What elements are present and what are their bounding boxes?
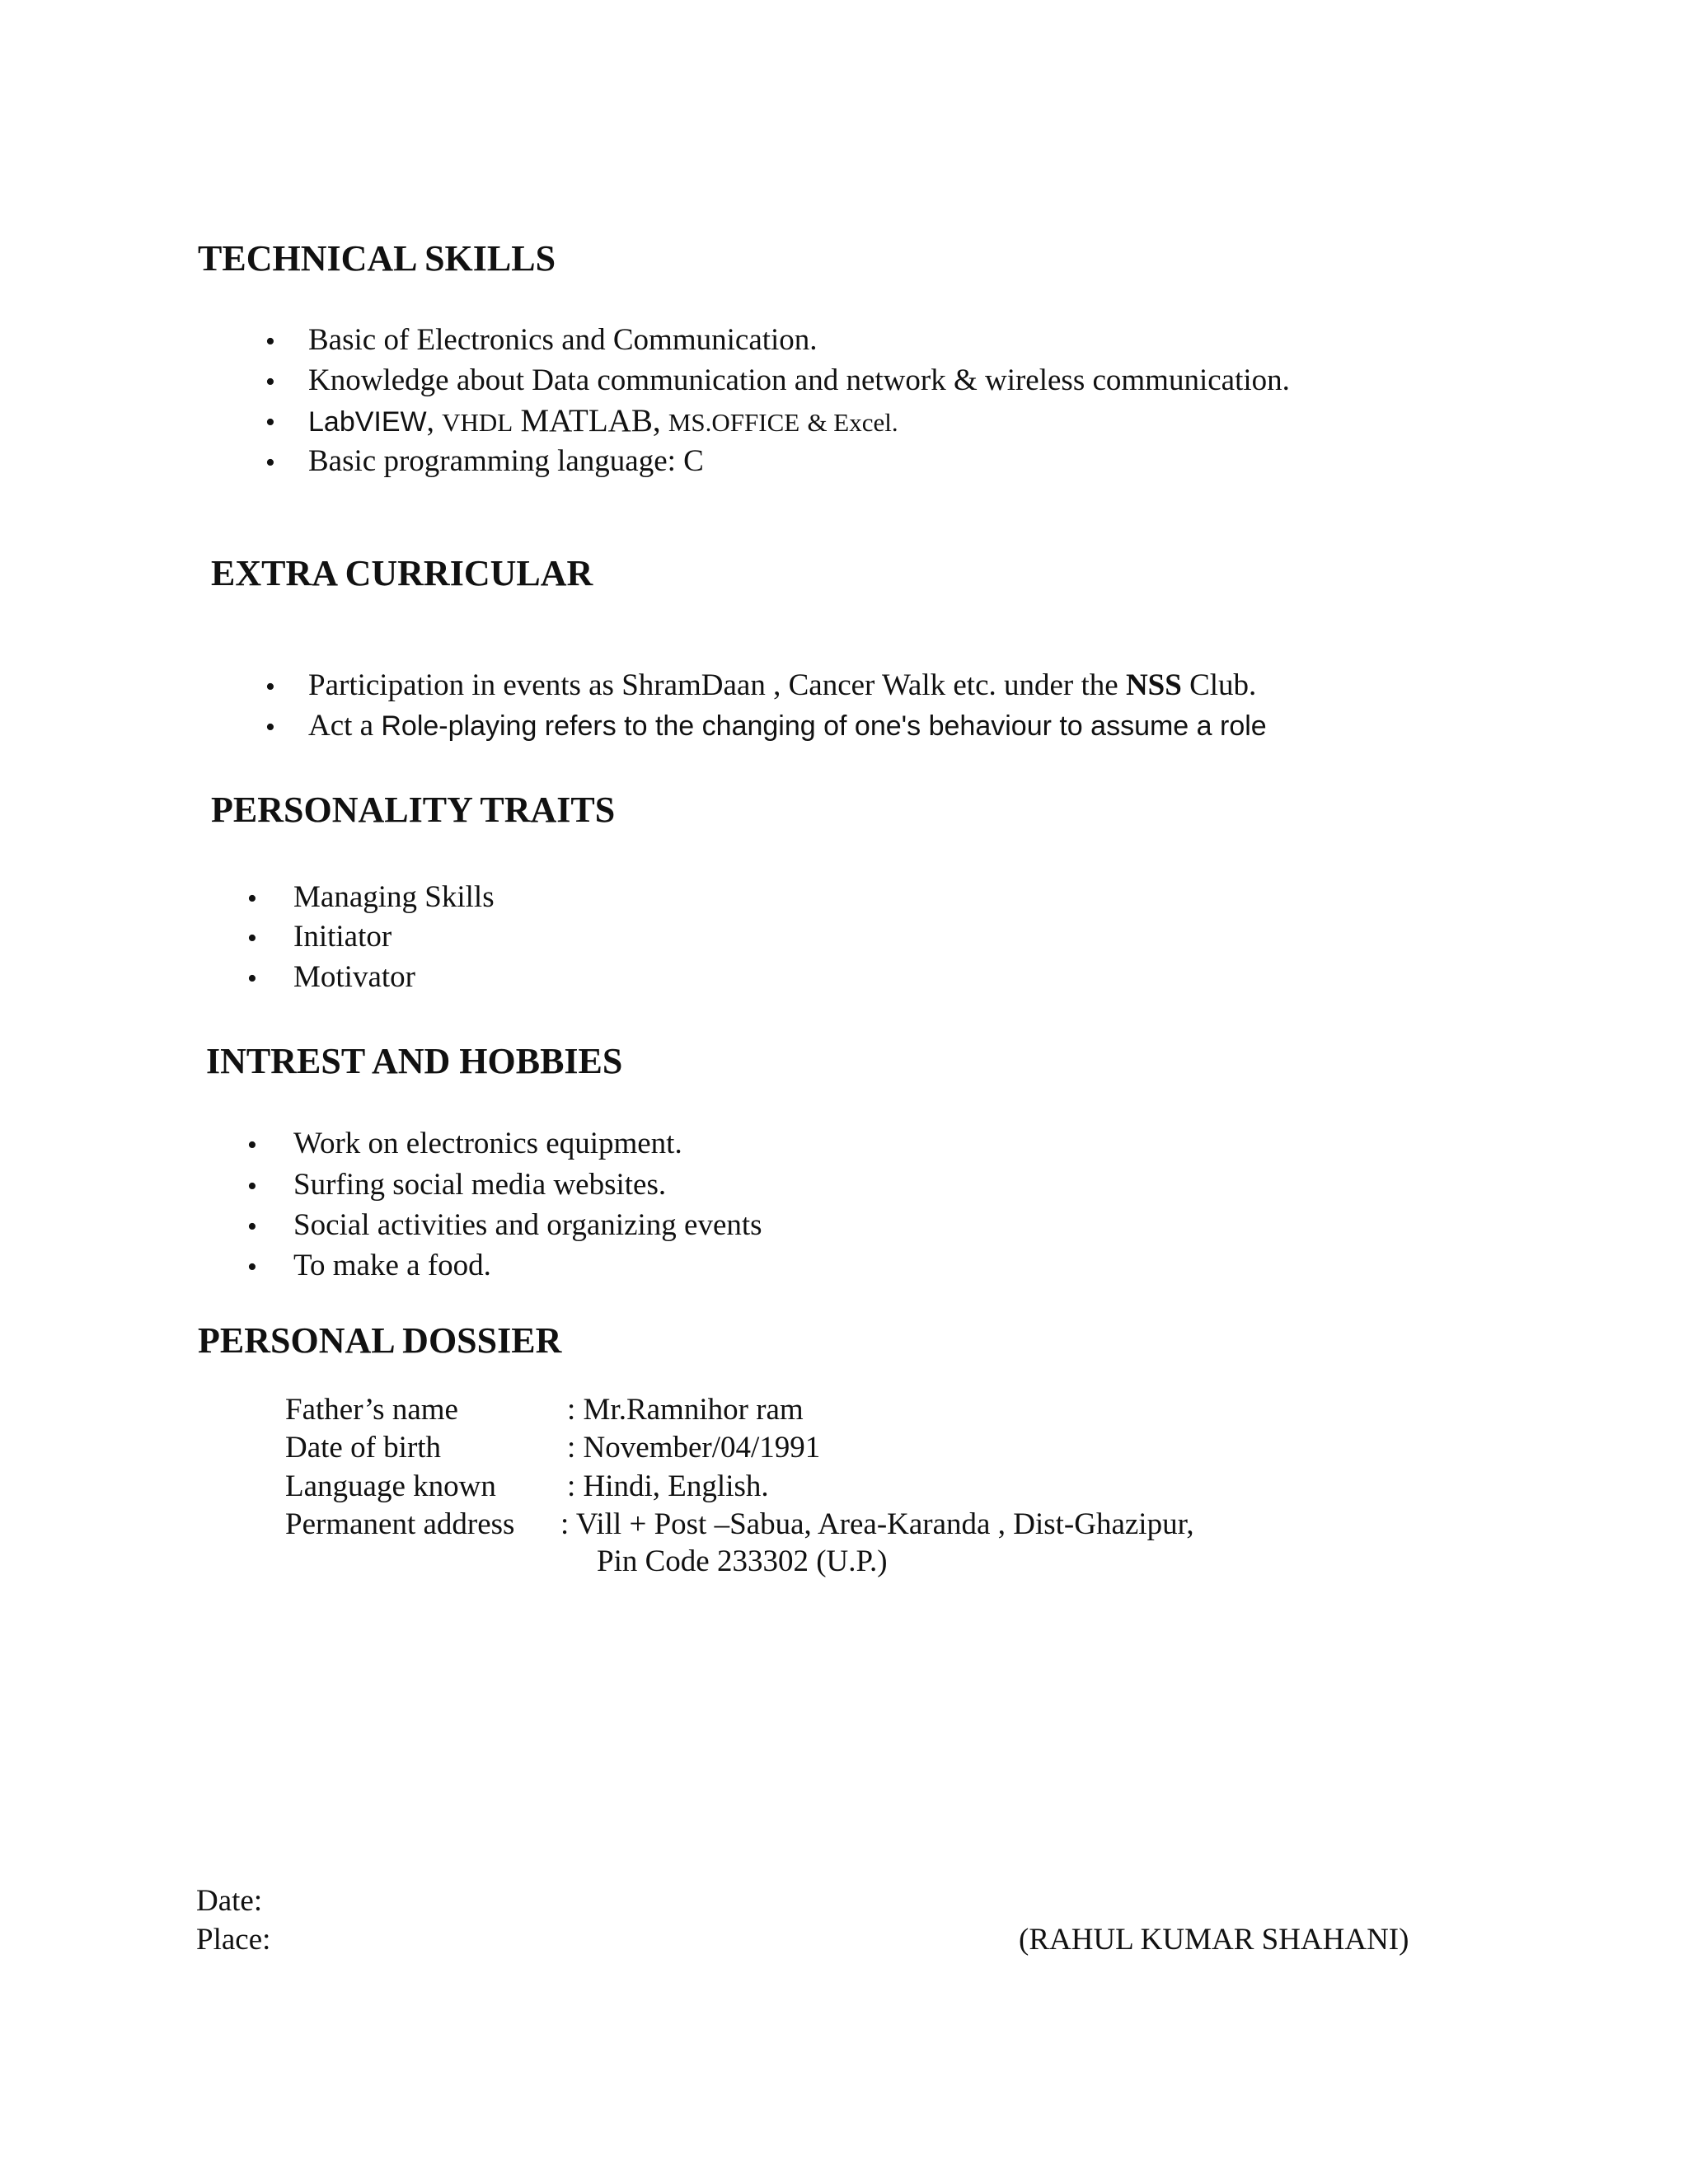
- dossier-value: : Hindi, English.: [567, 1469, 769, 1503]
- bullet-icon: •: [265, 712, 275, 743]
- interest-item: To make a food.: [293, 1249, 491, 1282]
- address-line-2: Pin Code 233302 (U.P.): [597, 1544, 888, 1578]
- bullet-icon: •: [265, 326, 275, 357]
- interest-item: Surfing social media websites.: [293, 1168, 667, 1202]
- bullet-icon: •: [265, 448, 275, 478]
- extra-curricular-item: [308, 670, 1256, 701]
- personality-trait-item: Motivator: [293, 960, 415, 994]
- dossier-label: Date of birth: [285, 1431, 442, 1465]
- bullet-icon: •: [247, 1130, 257, 1160]
- vhdl-text: VHDL: [442, 408, 513, 437]
- comma-text: ,: [426, 405, 434, 438]
- bullet-icon: •: [265, 407, 275, 438]
- bullet-icon: •: [247, 1212, 257, 1242]
- bullet-icon: •: [265, 367, 275, 397]
- signature-name: (RAHUL KUMAR SHAHANI): [1019, 1923, 1409, 1957]
- bullet-icon: •: [247, 1171, 257, 1202]
- date-label: Date:: [196, 1884, 263, 1918]
- dossier-value: : Mr.Ramnihor ram: [567, 1393, 804, 1427]
- interest-item: Social activities and organizing events: [293, 1208, 762, 1242]
- msoffice-text: MS.OFFICE: [668, 408, 800, 437]
- extra-curricular-item: [308, 710, 1267, 741]
- bullet-icon: •: [265, 672, 275, 702]
- dossier-label: Father’s name: [285, 1393, 458, 1427]
- matlab-text: MATLAB,: [520, 403, 661, 438]
- role-play-lead: Act a: [308, 709, 382, 743]
- dossier-label: Permanent address: [285, 1507, 515, 1541]
- technical-skill-tools: [308, 405, 898, 437]
- excel-text: & Excel.: [807, 408, 898, 437]
- interest-item: Work on electronics equipment.: [293, 1127, 682, 1160]
- nss-text-after: Club.: [1181, 668, 1257, 702]
- extra-curricular-heading: EXTRA CURRICULAR: [211, 553, 593, 593]
- technical-skills-heading: TECHNICAL SKILLS: [198, 238, 556, 279]
- dossier-value: : Vill + Post –Sabua, Area-Karanda , Dist-Ghazipur,: [560, 1507, 1194, 1541]
- technical-skill-item: Basic of Electronics and Communication.: [308, 323, 818, 357]
- dossier-value: : November/04/1991: [567, 1431, 821, 1465]
- interests-heading: INTREST AND HOBBIES: [206, 1041, 623, 1081]
- bullet-icon: •: [247, 963, 257, 994]
- nss-text-before: Participation in events as ShramDaan , Cancer Walk etc. under the: [308, 668, 1126, 702]
- personal-dossier-heading: PERSONAL DOSSIER: [198, 1320, 562, 1361]
- bullet-icon: •: [247, 1252, 257, 1282]
- labview-text: LabVIEW: [308, 406, 427, 438]
- personality-trait-item: Managing Skills: [293, 880, 495, 914]
- bullet-icon: •: [247, 923, 257, 954]
- personality-traits-heading: PERSONALITY TRAITS: [211, 790, 616, 830]
- place-label: Place:: [196, 1923, 271, 1957]
- role-play-text: Role-playing refers to the changing of one's behaviour to assume a role: [381, 710, 1267, 742]
- personality-trait-item: Initiator: [293, 920, 392, 954]
- technical-skill-item: Knowledge about Data communication and network & wireless communication.: [308, 363, 1290, 397]
- dossier-label: Language known: [285, 1469, 496, 1503]
- technical-skill-item: Basic programming language: C: [308, 444, 704, 478]
- bullet-icon: •: [247, 883, 257, 914]
- nss-bold-text: NSS: [1125, 668, 1182, 702]
